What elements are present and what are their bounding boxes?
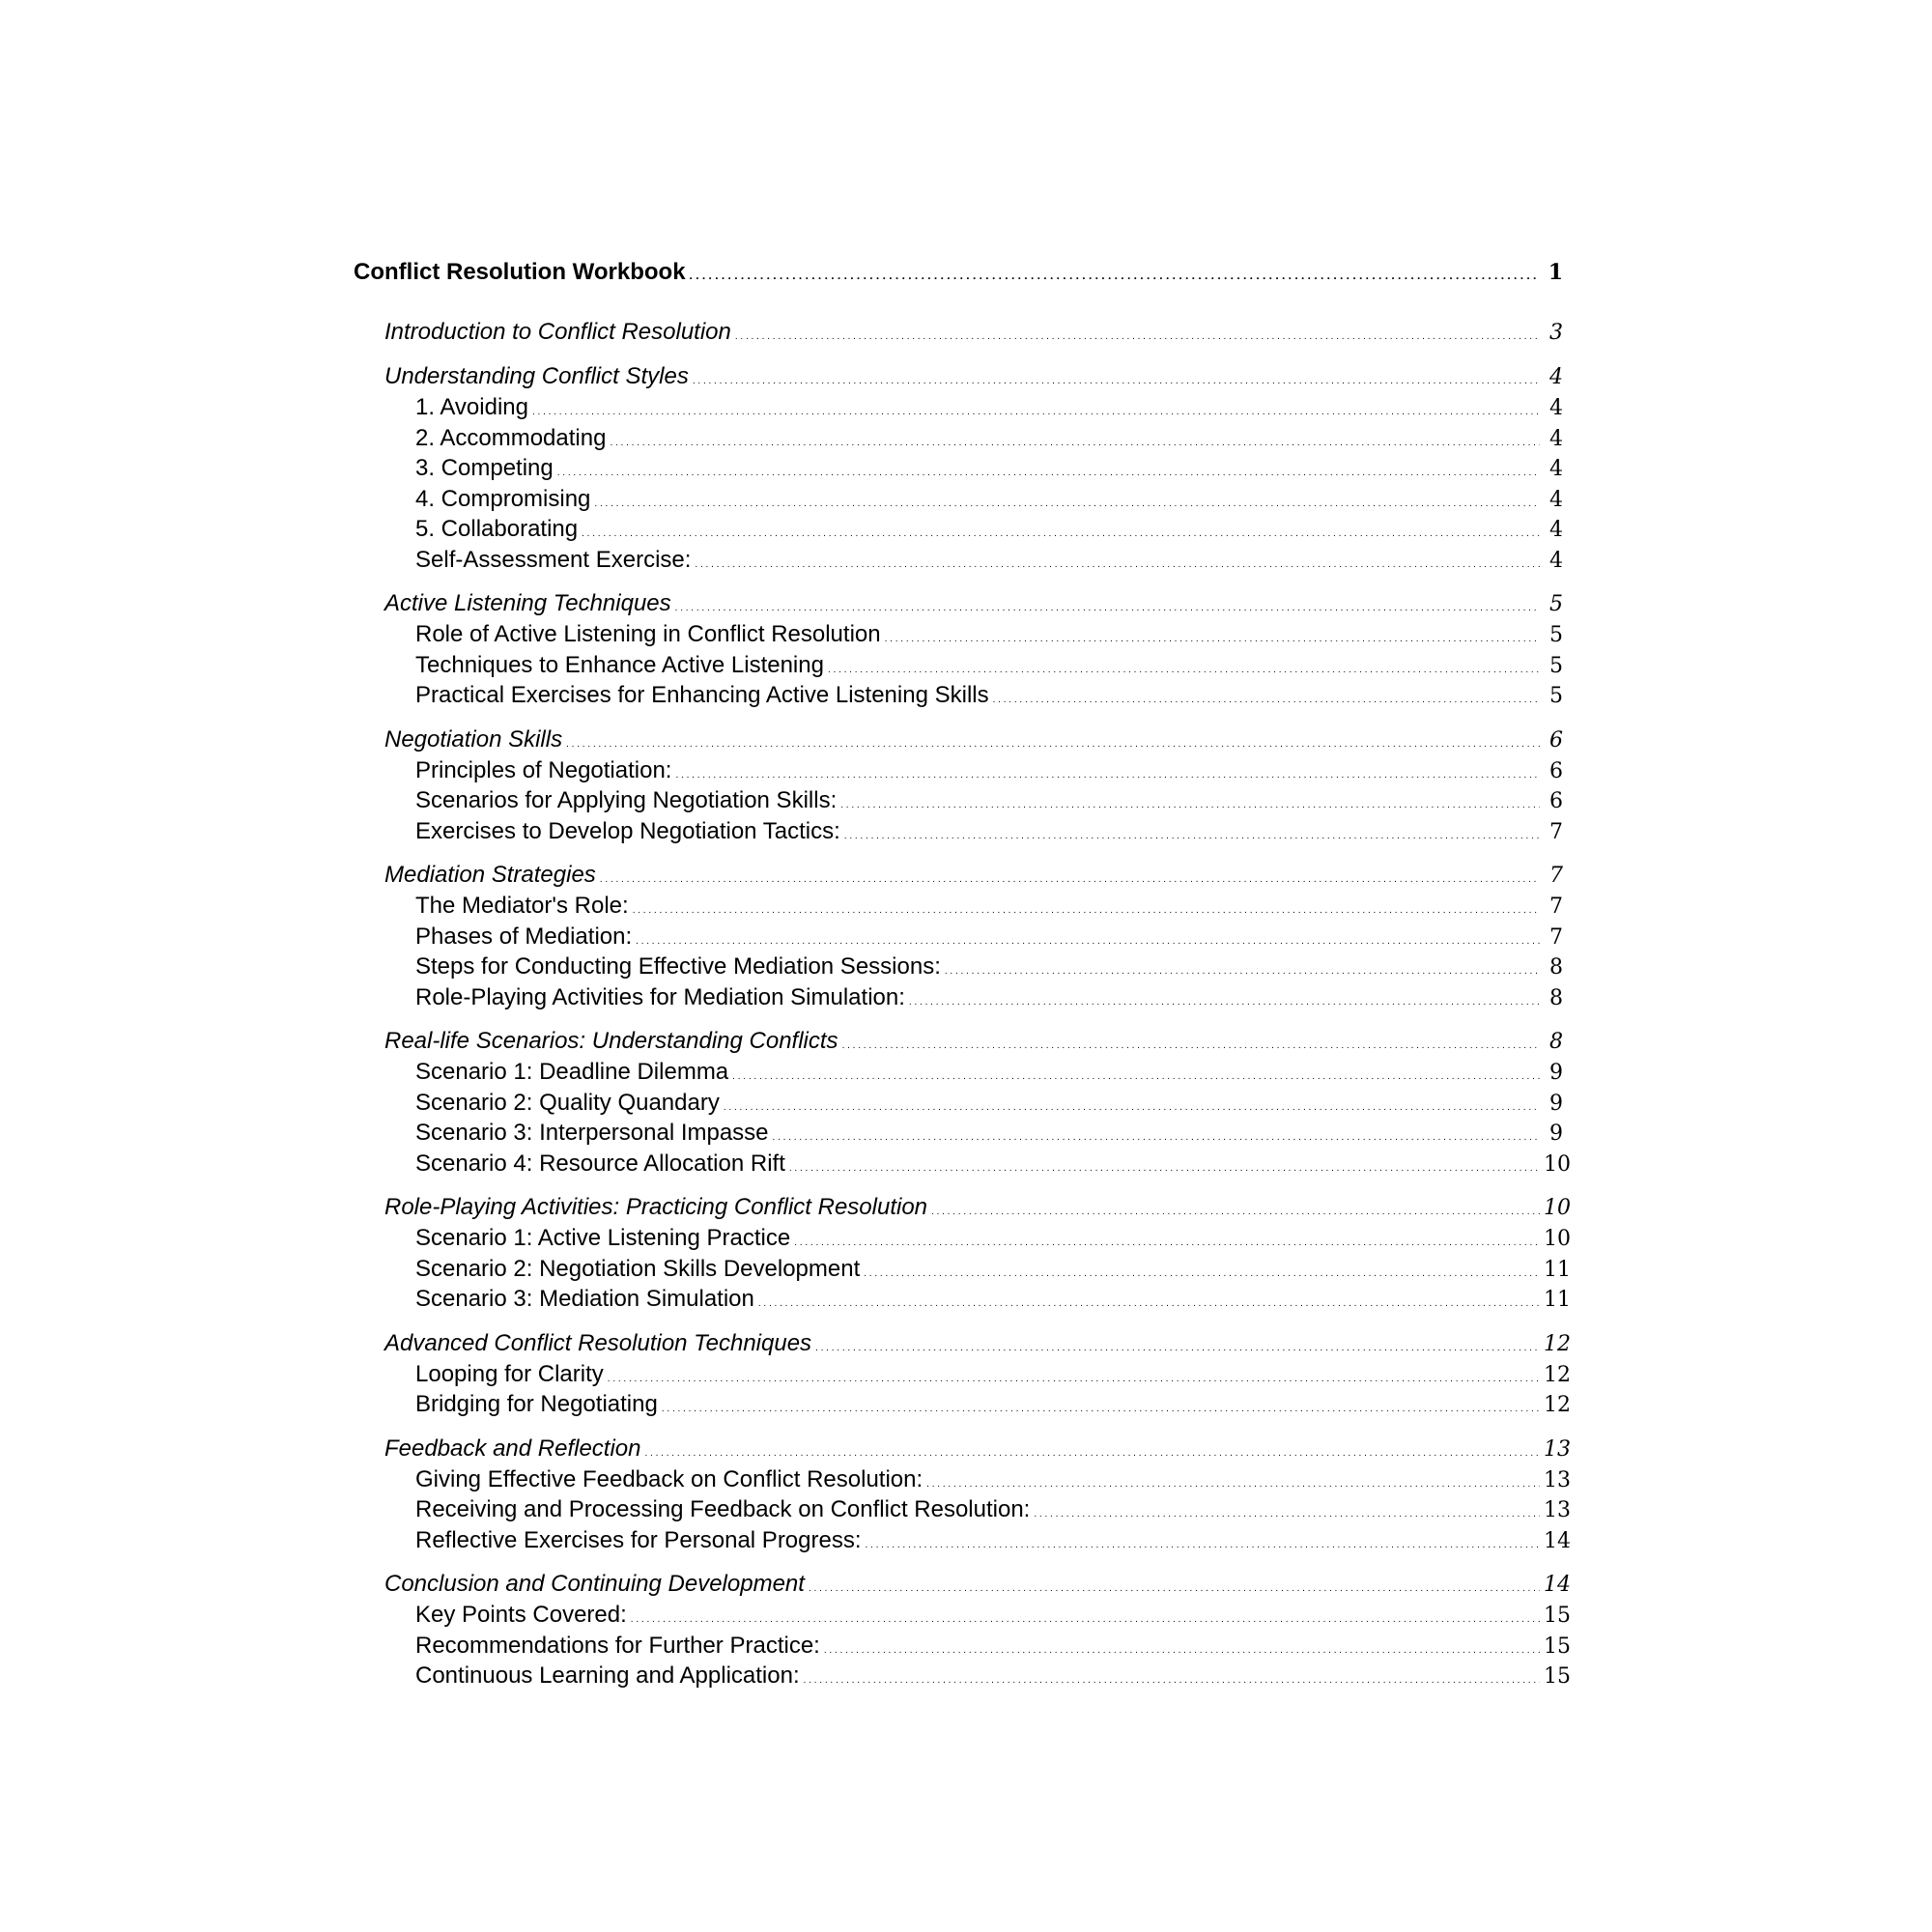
dot-leader bbox=[993, 695, 1540, 705]
toc-subsection-entry-label: 2. Accommodating bbox=[415, 424, 607, 451]
toc-section-entry-label: Role-Playing Activities: Practicing Conflict Resolution bbox=[384, 1194, 928, 1220]
page-number: 6 bbox=[1549, 727, 1563, 753]
page-number: 12 bbox=[1544, 1393, 1571, 1417]
page-number: 4 bbox=[1549, 487, 1563, 512]
toc-section bbox=[354, 726, 1563, 849]
page-number: 9 bbox=[1549, 1061, 1563, 1085]
toc-subsection-entry[interactable] bbox=[354, 923, 1563, 954]
toc-subsection-entry-label: Exercises to Develop Negotiation Tactics: bbox=[415, 817, 840, 844]
page-number: 4 bbox=[1549, 426, 1563, 451]
toc-subsection-entry-label: Reflective Exercises for Personal Progress: bbox=[415, 1526, 862, 1553]
toc-section-entry-label: Conclusion and Continuing Development bbox=[384, 1571, 805, 1597]
toc-subsection-entry[interactable] bbox=[354, 1391, 1571, 1422]
page-number: 12 bbox=[1544, 1362, 1571, 1387]
dot-leader bbox=[608, 1374, 1540, 1384]
dot-leader bbox=[695, 559, 1540, 570]
page-number: 4 bbox=[1549, 396, 1563, 420]
dot-leader bbox=[773, 1132, 1540, 1143]
toc-subsection-entry[interactable] bbox=[354, 547, 1563, 578]
toc-subsection-entry[interactable] bbox=[354, 652, 1563, 683]
page-number: 6 bbox=[1549, 758, 1563, 783]
dot-leader bbox=[828, 665, 1540, 675]
toc-subsection-entry-label: Scenario 3: Interpersonal Impasse bbox=[415, 1120, 769, 1146]
page-number: 5 bbox=[1549, 592, 1563, 616]
toc-subsection-entry[interactable] bbox=[354, 1526, 1571, 1558]
page-number: 9 bbox=[1549, 1122, 1563, 1146]
toc-section-entry[interactable] bbox=[354, 862, 1563, 893]
toc-section-entry[interactable] bbox=[354, 1571, 1571, 1602]
toc-section-entry-label: Introduction to Conflict Resolution bbox=[384, 319, 731, 345]
page-number: 10 bbox=[1544, 1227, 1571, 1251]
dot-leader bbox=[631, 1614, 1540, 1625]
page-number: 14 bbox=[1544, 1528, 1571, 1553]
toc-subsection-entry[interactable] bbox=[354, 486, 1563, 517]
dot-leader bbox=[662, 1404, 1540, 1414]
dot-leader bbox=[885, 634, 1540, 644]
toc-subsection-entry[interactable] bbox=[354, 1496, 1571, 1527]
toc-section-entry[interactable] bbox=[354, 1194, 1571, 1225]
toc-subsection-entry[interactable] bbox=[354, 394, 1563, 425]
toc-section bbox=[354, 1571, 1571, 1693]
toc-subsection-entry-label: Techniques to Enhance Active Listening bbox=[415, 651, 824, 678]
toc-subsection-entry[interactable] bbox=[354, 682, 1563, 713]
toc-section-entry-label: Negotiation Skills bbox=[384, 725, 563, 753]
toc-section bbox=[354, 1194, 1571, 1317]
toc-subsection-entry[interactable] bbox=[354, 1465, 1571, 1497]
dot-leader bbox=[789, 1163, 1540, 1174]
toc-subsection-entry[interactable] bbox=[354, 1360, 1571, 1392]
page-number: 7 bbox=[1549, 819, 1563, 844]
dot-leader bbox=[610, 438, 1540, 448]
page-number: 13 bbox=[1544, 1467, 1571, 1492]
dot-leader bbox=[931, 1207, 1540, 1217]
toc-section bbox=[354, 862, 1563, 1014]
toc-subsection-entry-label: Self-Assessment Exercise: bbox=[415, 546, 692, 573]
toc-section-entry[interactable] bbox=[354, 590, 1563, 621]
toc-subsection-entry-label: Role-Playing Activities for Mediation Simulation: bbox=[415, 983, 905, 1010]
dot-leader bbox=[866, 1540, 1540, 1550]
toc-section-entry-label: Feedback and Reflection bbox=[384, 1435, 641, 1462]
toc-subsection-entry-label: Scenario 2: Negotiation Skills Development bbox=[415, 1255, 861, 1282]
page-number: 8 bbox=[1549, 985, 1563, 1010]
toc-subsection-entry-label: Scenario 2: Quality Quandary bbox=[415, 1089, 720, 1116]
toc-subsection-entry-label: Principles of Negotiation: bbox=[415, 756, 672, 783]
page-number: 4 bbox=[1549, 365, 1563, 389]
toc-subsection-entry[interactable] bbox=[354, 1120, 1563, 1151]
toc-subsection-entry[interactable] bbox=[354, 1090, 1563, 1121]
toc-subsection-entry-label: Scenario 4: Resource Allocation Rift bbox=[415, 1150, 785, 1177]
toc-subsection-entry-label: Continuous Learning and Application: bbox=[415, 1662, 800, 1689]
page-number: 15 bbox=[1544, 1634, 1571, 1659]
dot-leader bbox=[594, 498, 1540, 509]
toc-section-entry[interactable] bbox=[354, 319, 1563, 350]
dot-leader bbox=[840, 800, 1540, 810]
toc-subsection-entry[interactable] bbox=[354, 1632, 1571, 1663]
toc-section bbox=[354, 1028, 1571, 1180]
dot-leader bbox=[809, 1583, 1540, 1594]
page-number: 13 bbox=[1544, 1436, 1571, 1462]
page-number: 10 bbox=[1544, 1151, 1571, 1177]
toc-subsection-entry-label: Key Points Covered: bbox=[415, 1602, 627, 1628]
page-number: 15 bbox=[1544, 1664, 1571, 1689]
page-number: 3 bbox=[1549, 321, 1563, 345]
dot-leader bbox=[724, 1102, 1540, 1113]
toc-subsection-entry[interactable] bbox=[354, 1059, 1563, 1090]
page-number: 15 bbox=[1544, 1604, 1571, 1628]
toc-subsection-entry[interactable] bbox=[354, 1286, 1571, 1317]
dot-leader bbox=[693, 376, 1540, 386]
page-number: 10 bbox=[1544, 1196, 1571, 1220]
dot-leader bbox=[1034, 1509, 1540, 1520]
dot-leader bbox=[844, 831, 1540, 841]
toc-section-entry-label: Mediation Strategies bbox=[384, 862, 596, 888]
dot-leader bbox=[815, 1343, 1540, 1353]
toc-subsection-entry[interactable] bbox=[354, 893, 1563, 923]
toc-subsection-entry[interactable] bbox=[354, 455, 1563, 486]
dot-leader bbox=[582, 528, 1540, 539]
dot-leader bbox=[945, 966, 1540, 977]
page-number: 4 bbox=[1549, 457, 1563, 481]
toc-subsection-entry-label: Phases of Mediation: bbox=[415, 923, 633, 950]
toc-subsection-entry[interactable] bbox=[354, 1602, 1571, 1633]
dot-leader bbox=[532, 407, 1540, 417]
dot-leader bbox=[804, 1675, 1540, 1686]
toc-subsection-entry[interactable] bbox=[354, 818, 1563, 849]
toc-subsection-entry[interactable] bbox=[354, 984, 1563, 1015]
toc-section-entry[interactable] bbox=[354, 1028, 1563, 1059]
page-number: 4 bbox=[1549, 518, 1563, 542]
toc-sections bbox=[354, 319, 1571, 1693]
toc-subsection-entry-label: 1. Avoiding bbox=[415, 394, 528, 420]
toc-subsection-entry-label: Scenario 1: Active Listening Practice bbox=[415, 1225, 791, 1251]
toc-section-entry[interactable] bbox=[354, 1329, 1571, 1361]
dot-leader bbox=[842, 1040, 1540, 1051]
table-of-contents bbox=[354, 259, 1571, 1693]
page-number: 14 bbox=[1544, 1573, 1571, 1597]
page-number: 1 bbox=[1548, 260, 1563, 285]
page-number: 6 bbox=[1549, 789, 1563, 813]
page-number: 4 bbox=[1549, 548, 1563, 573]
page-number: 7 bbox=[1549, 924, 1563, 950]
toc-subsection-entry-label: Giving Effective Feedback on Conflict Resolution: bbox=[415, 1465, 923, 1492]
page-number: 11 bbox=[1544, 1257, 1571, 1282]
dot-leader bbox=[735, 331, 1540, 342]
toc-subsection-entry-label: Receiving and Processing Feedback on Conflict Resolution: bbox=[415, 1496, 1031, 1522]
dot-leader bbox=[566, 739, 1540, 750]
dot-leader bbox=[645, 1448, 1541, 1459]
page-number: 8 bbox=[1549, 1030, 1563, 1054]
toc-subsection-entry-label: Steps for Conducting Effective Mediation Sessions: bbox=[415, 953, 941, 980]
dot-leader bbox=[926, 1479, 1540, 1490]
dot-leader bbox=[600, 874, 1540, 885]
toc-section-entry-label: Advanced Conflict Resolution Techniques bbox=[384, 1329, 812, 1356]
toc-subsection-entry[interactable] bbox=[354, 516, 1563, 547]
page-number: 13 bbox=[1544, 1498, 1571, 1522]
toc-section-entry[interactable] bbox=[354, 1435, 1571, 1466]
toc-subsection-entry-label: Scenarios for Applying Negotiation Skills: bbox=[415, 787, 838, 813]
toc-subsection-entry[interactable] bbox=[354, 757, 1563, 788]
dot-leader bbox=[690, 269, 1540, 282]
toc-section bbox=[354, 363, 1563, 577]
toc-subsection-entry[interactable] bbox=[354, 425, 1563, 456]
toc-subsection-entry-label: Scenario 1: Deadline Dilemma bbox=[415, 1059, 729, 1085]
toc-subsection-entry[interactable] bbox=[354, 1225, 1571, 1256]
page-number: 5 bbox=[1549, 653, 1563, 678]
page-number: 11 bbox=[1544, 1288, 1571, 1312]
toc-subsection-entry-label: 3. Competing bbox=[415, 455, 554, 481]
dot-leader bbox=[557, 468, 1540, 478]
toc-section bbox=[354, 1435, 1571, 1558]
toc-title-label: Conflict Resolution Workbook bbox=[354, 259, 686, 285]
toc-subsection-entry[interactable] bbox=[354, 621, 1563, 652]
toc-section-entry-label: Active Listening Techniques bbox=[384, 590, 671, 616]
dot-leader bbox=[675, 603, 1540, 613]
toc-subsection-entry[interactable] bbox=[354, 1150, 1571, 1181]
toc-subsection-entry-label: Scenario 3: Mediation Simulation bbox=[415, 1286, 754, 1312]
dot-leader bbox=[794, 1237, 1540, 1248]
toc-subsection-entry[interactable] bbox=[354, 953, 1563, 984]
toc-section-entry-label: Understanding Conflict Styles bbox=[384, 363, 689, 389]
page-number: 5 bbox=[1549, 684, 1563, 708]
toc-section-entry-label: Real-life Scenarios: Understanding Conflicts bbox=[384, 1028, 838, 1054]
toc-section bbox=[354, 1329, 1571, 1422]
toc-subsection-entry-label: Looping for Clarity bbox=[415, 1360, 604, 1387]
dot-leader bbox=[732, 1071, 1540, 1082]
dot-leader bbox=[864, 1268, 1540, 1279]
toc-subsection-entry[interactable] bbox=[354, 787, 1563, 818]
toc-subsection-entry[interactable] bbox=[354, 1255, 1571, 1287]
toc-section bbox=[354, 590, 1563, 713]
dot-leader bbox=[633, 905, 1540, 916]
page-number: 5 bbox=[1549, 623, 1563, 647]
toc-subsection-entry-label: Role of Active Listening in Conflict Resolution bbox=[415, 621, 881, 647]
toc-subsection-entry-label: 4. Compromising bbox=[415, 485, 591, 512]
dot-leader bbox=[758, 1298, 1540, 1309]
dot-leader bbox=[824, 1645, 1540, 1656]
toc-section-entry[interactable] bbox=[354, 726, 1563, 757]
page-number: 12 bbox=[1544, 1331, 1571, 1356]
toc-subsection-entry-label: Recommendations for Further Practice: bbox=[415, 1632, 820, 1659]
toc-subsection-entry-label: 5. Collaborating bbox=[415, 516, 579, 542]
toc-subsection-entry-label: The Mediator's Role: bbox=[415, 893, 629, 919]
toc-subsection-entry[interactable] bbox=[354, 1662, 1571, 1693]
toc-section-entry[interactable] bbox=[354, 363, 1563, 394]
page-number: 9 bbox=[1549, 1091, 1563, 1116]
dot-leader bbox=[636, 936, 1540, 947]
dot-leader bbox=[675, 770, 1540, 781]
page-number: 8 bbox=[1549, 955, 1563, 980]
dot-leader bbox=[909, 997, 1540, 1008]
toc-title-entry[interactable] bbox=[354, 259, 1563, 305]
page-number: 7 bbox=[1549, 864, 1563, 888]
toc-subsection-entry-label: Bridging for Negotiating bbox=[415, 1391, 658, 1417]
toc-subsection-entry-label: Practical Exercises for Enhancing Active Listening Skills bbox=[415, 682, 989, 708]
toc-section bbox=[354, 319, 1563, 350]
page-number: 7 bbox=[1549, 895, 1563, 919]
